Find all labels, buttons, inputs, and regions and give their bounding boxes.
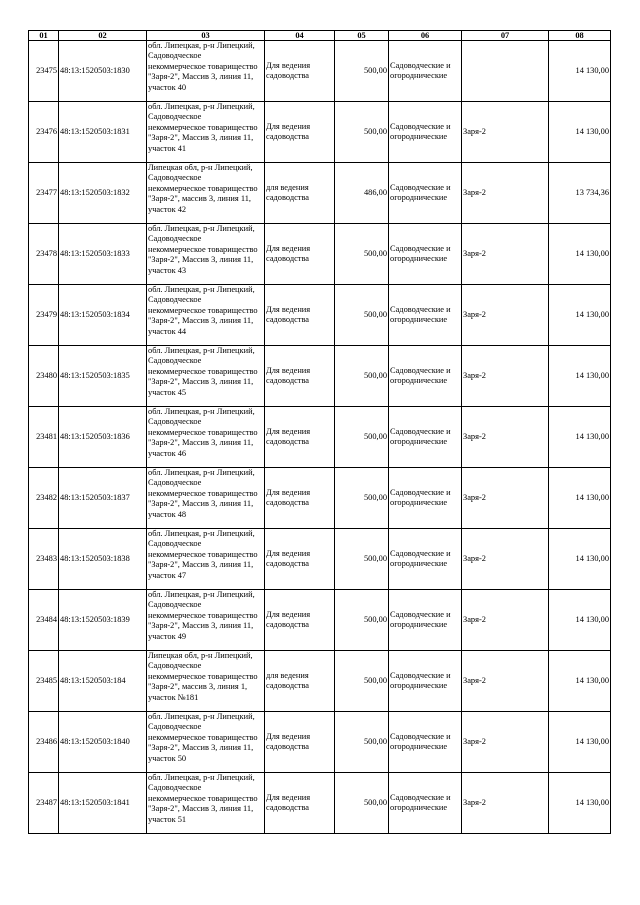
cadastral-value-cell: 14 130,00 [549, 224, 611, 285]
land-category-cell-line: Садоводческие и [390, 60, 451, 70]
permitted-use-cell-line: Для ведения [266, 487, 311, 497]
cadastral-number-cell: 48:13:1520503:1839 [59, 590, 147, 651]
permitted-use-cell [265, 651, 335, 712]
record-number-cell: 23477 [29, 163, 59, 224]
location-cell: Заря-2 [462, 163, 549, 224]
cadastral-number-cell: 48:13:1520503:1830 [59, 41, 147, 102]
location-cell: Заря-2 [462, 712, 549, 773]
address-cell-line: "Заря-2", Массив 3, линия 11, [148, 133, 254, 143]
area-cell: 500,00 [335, 590, 389, 651]
land-category-cell [389, 529, 462, 590]
address-cell [147, 651, 265, 712]
column-header-01: 01 [29, 31, 59, 41]
address-cell-line: некоммерческое товарищество [148, 488, 258, 498]
address-cell-line: "Заря-2", Массив 3, линия 11, [148, 255, 254, 265]
land-parcel-table [28, 30, 611, 834]
area-cell: 500,00 [335, 468, 389, 529]
land-category-cell [389, 468, 462, 529]
table-row [29, 224, 611, 285]
address-cell-line: участок 44 [148, 326, 187, 336]
permitted-use-cell [265, 163, 335, 224]
column-header-03: 03 [147, 31, 265, 41]
land-category-cell-line: огороднические [390, 681, 448, 690]
cadastral-number-cell: 48:13:1520503:1837 [59, 468, 147, 529]
table-row [29, 102, 611, 163]
permitted-use-cell-line: садоводства [266, 376, 310, 385]
table-row [29, 651, 611, 712]
record-number-cell: 23484 [29, 590, 59, 651]
area-cell: 500,00 [335, 529, 389, 590]
address-cell-line: участок 48 [148, 509, 187, 519]
record-number-cell: 23483 [29, 529, 59, 590]
permitted-use-cell-line: садоводства [266, 71, 310, 80]
record-number-cell: 23478 [29, 224, 59, 285]
land-category-cell [389, 41, 462, 102]
permitted-use-cell [265, 285, 335, 346]
address-cell-line: некоммерческое товарищество [148, 793, 258, 803]
area-cell: 500,00 [335, 407, 389, 468]
permitted-use-cell [265, 224, 335, 285]
permitted-use-cell-line: садоводства [266, 132, 310, 141]
land-category-cell [389, 651, 462, 712]
permitted-use-cell [265, 102, 335, 163]
cadastral-number-cell: 48:13:1520503:184 [59, 651, 147, 712]
column-header-08: 08 [549, 31, 611, 41]
address-cell-line: "Заря-2", массив 3, линия 1, [148, 682, 248, 692]
record-number-cell: 23480 [29, 346, 59, 407]
address-cell [147, 712, 265, 773]
record-number-cell: 23479 [29, 285, 59, 346]
land-category-cell-line: огороднические [390, 742, 448, 751]
land-category-cell-line: огороднические [390, 376, 448, 385]
area-cell: 500,00 [335, 346, 389, 407]
land-category-cell-line: Садоводческие и [390, 487, 451, 497]
land-category-cell-line: Садоводческие и [390, 731, 451, 741]
address-cell-line: "Заря-2", Массив 3, линия 11, [148, 438, 254, 448]
address-cell-line: Садоводческое [148, 783, 202, 793]
cadastral-value-cell: 14 130,00 [549, 773, 611, 834]
cadastral-value-cell: 14 130,00 [549, 468, 611, 529]
column-header-07: 07 [462, 31, 549, 41]
area-cell: 500,00 [335, 41, 389, 102]
address-cell-line: Садоводческое [148, 539, 202, 549]
address-cell [147, 529, 265, 590]
permitted-use-cell-line: садоводства [266, 193, 310, 202]
location-cell: Заря-2 [462, 224, 549, 285]
area-cell: 500,00 [335, 651, 389, 712]
land-category-cell [389, 285, 462, 346]
cadastral-number-cell: 48:13:1520503:1835 [59, 346, 147, 407]
address-cell-line: обл. Липецкая, р-н Липецкий, [148, 712, 255, 721]
address-cell-line: Липецкая обл, р-н Липецкий, [148, 651, 253, 660]
location-cell: Заря-2 [462, 468, 549, 529]
address-cell-line: "Заря-2", массив 3, линия 11, [148, 194, 251, 204]
address-cell-line: участок №181 [148, 692, 199, 702]
cadastral-value-cell: 14 130,00 [549, 651, 611, 712]
address-cell-line: обл. Липецкая, р-н Липецкий, [148, 407, 255, 416]
address-cell-line: Садоводческое [148, 722, 202, 732]
address-cell-line: обл. Липецкая, р-н Липецкий, [148, 41, 255, 50]
permitted-use-cell-line: садоводства [266, 681, 310, 690]
address-cell-line: участок 49 [148, 631, 187, 641]
permitted-use-cell [265, 712, 335, 773]
permitted-use-cell [265, 773, 335, 834]
address-cell-line: Садоводческое [148, 417, 202, 427]
permitted-use-cell-line: для ведения [266, 182, 309, 192]
cadastral-value-cell: 14 130,00 [549, 529, 611, 590]
address-cell [147, 773, 265, 834]
address-cell-line: Садоводческое [148, 478, 202, 488]
address-cell-line: обл. Липецкая, р-н Липецкий, [148, 468, 255, 477]
cadastral-value-cell: 14 130,00 [549, 41, 611, 102]
permitted-use-cell-line: садоводства [266, 620, 310, 629]
land-category-cell-line: Садоводческие и [390, 548, 451, 558]
address-cell-line: некоммерческое товарищество [148, 671, 258, 681]
address-cell-line: обл. Липецкая, р-н Липецкий, [148, 285, 255, 294]
cadastral-number-cell: 48:13:1520503:1836 [59, 407, 147, 468]
permitted-use-cell-line: Для ведения [266, 792, 311, 802]
cadastral-value-cell: 14 130,00 [549, 346, 611, 407]
address-cell-line: некоммерческое товарищество [148, 366, 258, 376]
land-category-cell [389, 346, 462, 407]
permitted-use-cell [265, 468, 335, 529]
land-category-cell-line: Садоводческие и [390, 365, 451, 375]
address-cell-line: участок 51 [148, 814, 187, 824]
address-cell-line: "Заря-2", Массив 3, линия 11, [148, 560, 254, 570]
permitted-use-cell-line: Для ведения [266, 609, 311, 619]
permitted-use-cell-line: Для ведения [266, 121, 311, 131]
address-cell-line: обл. Липецкая, р-н Липецкий, [148, 346, 255, 355]
location-cell: Заря-2 [462, 529, 549, 590]
address-cell-line: "Заря-2", Массив 3, линия 11, [148, 377, 254, 387]
land-category-cell-line: огороднические [390, 193, 448, 202]
column-header-06: 06 [389, 31, 462, 41]
permitted-use-cell-line: Для ведения [266, 426, 311, 436]
land-category-cell-line: огороднические [390, 254, 448, 263]
address-cell-line: "Заря-2", Массив 3, линия 11, [148, 743, 254, 753]
permitted-use-cell [265, 590, 335, 651]
address-cell [147, 468, 265, 529]
address-cell-line: "Заря-2", Массив 3, линия 11, [148, 499, 254, 509]
address-cell [147, 224, 265, 285]
area-cell: 500,00 [335, 224, 389, 285]
land-category-cell-line: Садоводческие и [390, 609, 451, 619]
column-header-02: 02 [59, 31, 147, 41]
permitted-use-cell [265, 529, 335, 590]
address-cell-line: некоммерческое товарищество [148, 61, 258, 71]
address-cell-line: Липецкая обл, р-н Липецкий, [148, 163, 253, 172]
address-cell-line: участок 41 [148, 143, 187, 153]
permitted-use-cell-line: Для ведения [266, 731, 311, 741]
address-cell-line: обл. Липецкая, р-н Липецкий, [148, 590, 255, 599]
permitted-use-cell-line: Для ведения [266, 60, 311, 70]
address-cell-line: участок 47 [148, 570, 187, 580]
land-category-cell-line: Садоводческие и [390, 670, 451, 680]
record-number-cell: 23475 [29, 41, 59, 102]
land-category-cell [389, 407, 462, 468]
location-cell: Заря-2 [462, 407, 549, 468]
table-row [29, 590, 611, 651]
cadastral-value-cell: 14 130,00 [549, 712, 611, 773]
address-cell-line: участок 42 [148, 204, 187, 214]
cadastral-number-cell: 48:13:1520503:1832 [59, 163, 147, 224]
address-cell-line: Садоводческое [148, 295, 202, 305]
record-number-cell: 23486 [29, 712, 59, 773]
address-cell [147, 285, 265, 346]
permitted-use-cell-line: садоводства [266, 498, 310, 507]
area-cell: 500,00 [335, 102, 389, 163]
permitted-use-cell [265, 41, 335, 102]
permitted-use-cell-line: садоводства [266, 559, 310, 568]
table-row [29, 407, 611, 468]
address-cell-line: Садоводческое [148, 173, 202, 183]
record-number-cell: 23481 [29, 407, 59, 468]
location-cell: Заря-2 [462, 285, 549, 346]
land-category-cell-line: огороднические [390, 132, 448, 141]
address-cell-line: участок 43 [148, 265, 187, 275]
table-row [29, 41, 611, 102]
address-cell-line: Садоводческое [148, 600, 202, 610]
permitted-use-cell-line: садоводства [266, 254, 310, 263]
permitted-use-cell-line: для ведения [266, 670, 309, 680]
address-cell-line: Садоводческое [148, 356, 202, 366]
permitted-use-cell [265, 346, 335, 407]
table-row [29, 529, 611, 590]
land-category-cell-line: Садоводческие и [390, 182, 451, 192]
address-cell-line: обл. Липецкая, р-н Липецкий, [148, 224, 255, 233]
permitted-use-cell [265, 407, 335, 468]
address-cell-line: Садоводческое [148, 661, 202, 671]
land-category-cell [389, 712, 462, 773]
permitted-use-cell-line: Для ведения [266, 304, 311, 314]
area-cell: 500,00 [335, 285, 389, 346]
permitted-use-cell-line: Для ведения [266, 365, 311, 375]
address-cell-line: "Заря-2", Массив 3, линия 11, [148, 72, 254, 82]
land-category-cell-line: огороднические [390, 437, 448, 446]
address-cell-line: некоммерческое товарищество [148, 610, 258, 620]
permitted-use-cell-line: садоводства [266, 315, 310, 324]
land-category-cell [389, 224, 462, 285]
cadastral-number-cell: 48:13:1520503:1838 [59, 529, 147, 590]
cadastral-value-cell: 14 130,00 [549, 407, 611, 468]
permitted-use-cell-line: садоводства [266, 803, 310, 812]
record-number-cell: 23487 [29, 773, 59, 834]
table-row [29, 346, 611, 407]
address-cell-line: некоммерческое товарищество [148, 549, 258, 559]
location-cell: Заря-2 [462, 651, 549, 712]
land-category-cell [389, 163, 462, 224]
address-cell-line: некоммерческое товарищество [148, 305, 258, 315]
land-category-cell-line: Садоводческие и [390, 426, 451, 436]
record-number-cell: 23485 [29, 651, 59, 712]
address-cell [147, 41, 265, 102]
address-cell [147, 102, 265, 163]
cadastral-value-cell: 13 734,36 [549, 163, 611, 224]
area-cell: 500,00 [335, 773, 389, 834]
header-row [29, 31, 611, 41]
address-cell-line: некоммерческое товарищество [148, 122, 258, 132]
address-cell-line: обл. Липецкая, р-н Липецкий, [148, 529, 255, 538]
cadastral-number-cell: 48:13:1520503:1840 [59, 712, 147, 773]
address-cell [147, 346, 265, 407]
land-category-cell [389, 773, 462, 834]
permitted-use-cell-line: Для ведения [266, 548, 311, 558]
address-cell [147, 407, 265, 468]
land-category-cell-line: огороднические [390, 498, 448, 507]
cadastral-number-cell: 48:13:1520503:1833 [59, 224, 147, 285]
address-cell-line: некоммерческое товарищество [148, 183, 258, 193]
land-category-cell [389, 590, 462, 651]
address-cell-line: обл. Липецкая, р-н Липецкий, [148, 773, 255, 782]
column-header-04: 04 [265, 31, 335, 41]
address-cell-line: Садоводческое [148, 234, 202, 244]
address-cell-line: "Заря-2", Массив 3, линия 11, [148, 316, 254, 326]
land-category-cell-line: Садоводческие и [390, 304, 451, 314]
table-row [29, 285, 611, 346]
land-category-cell [389, 102, 462, 163]
permitted-use-cell-line: Для ведения [266, 243, 311, 253]
land-category-cell-line: Садоводческие и [390, 243, 451, 253]
address-cell-line: участок 40 [148, 82, 187, 92]
land-category-cell-line: огороднические [390, 803, 448, 812]
land-category-cell-line: огороднические [390, 559, 448, 568]
location-cell: Заря-2 [462, 102, 549, 163]
land-category-cell-line: огороднические [390, 620, 448, 629]
table-row [29, 468, 611, 529]
address-cell-line: участок 46 [148, 448, 187, 458]
cadastral-number-cell: 48:13:1520503:1831 [59, 102, 147, 163]
land-category-cell-line: Садоводческие и [390, 121, 451, 131]
area-cell: 486,00 [335, 163, 389, 224]
location-cell [462, 41, 549, 102]
cadastral-number-cell: 48:13:1520503:1841 [59, 773, 147, 834]
column-header-05: 05 [335, 31, 389, 41]
address-cell-line: участок 50 [148, 753, 187, 763]
area-cell: 500,00 [335, 712, 389, 773]
land-category-cell-line: огороднические [390, 315, 448, 324]
cadastral-value-cell: 14 130,00 [549, 285, 611, 346]
land-category-cell-line: Садоводческие и [390, 792, 451, 802]
address-cell-line: некоммерческое товарищество [148, 427, 258, 437]
address-cell-line: Садоводческое [148, 51, 202, 61]
record-number-cell: 23476 [29, 102, 59, 163]
permitted-use-cell-line: садоводства [266, 437, 310, 446]
record-number-cell: 23482 [29, 468, 59, 529]
table-row [29, 773, 611, 834]
address-cell [147, 163, 265, 224]
address-cell-line: участок 45 [148, 387, 187, 397]
address-cell-line: "Заря-2", Массив 3, линия 11, [148, 621, 254, 631]
location-cell: Заря-2 [462, 346, 549, 407]
cadastral-number-cell: 48:13:1520503:1834 [59, 285, 147, 346]
table-row [29, 163, 611, 224]
cadastral-value-cell: 14 130,00 [549, 590, 611, 651]
address-cell-line: некоммерческое товарищество [148, 244, 258, 254]
address-cell-line: Садоводческое [148, 112, 202, 122]
table-row [29, 712, 611, 773]
address-cell-line: обл. Липецкая, р-н Липецкий, [148, 102, 255, 111]
land-category-cell-line: огороднические [390, 71, 448, 80]
permitted-use-cell-line: садоводства [266, 742, 310, 751]
location-cell: Заря-2 [462, 590, 549, 651]
address-cell-line: "Заря-2", Массив 3, линия 11, [148, 804, 254, 814]
address-cell-line: некоммерческое товарищество [148, 732, 258, 742]
address-cell [147, 590, 265, 651]
location-cell: Заря-2 [462, 773, 549, 834]
cadastral-value-cell: 14 130,00 [549, 102, 611, 163]
